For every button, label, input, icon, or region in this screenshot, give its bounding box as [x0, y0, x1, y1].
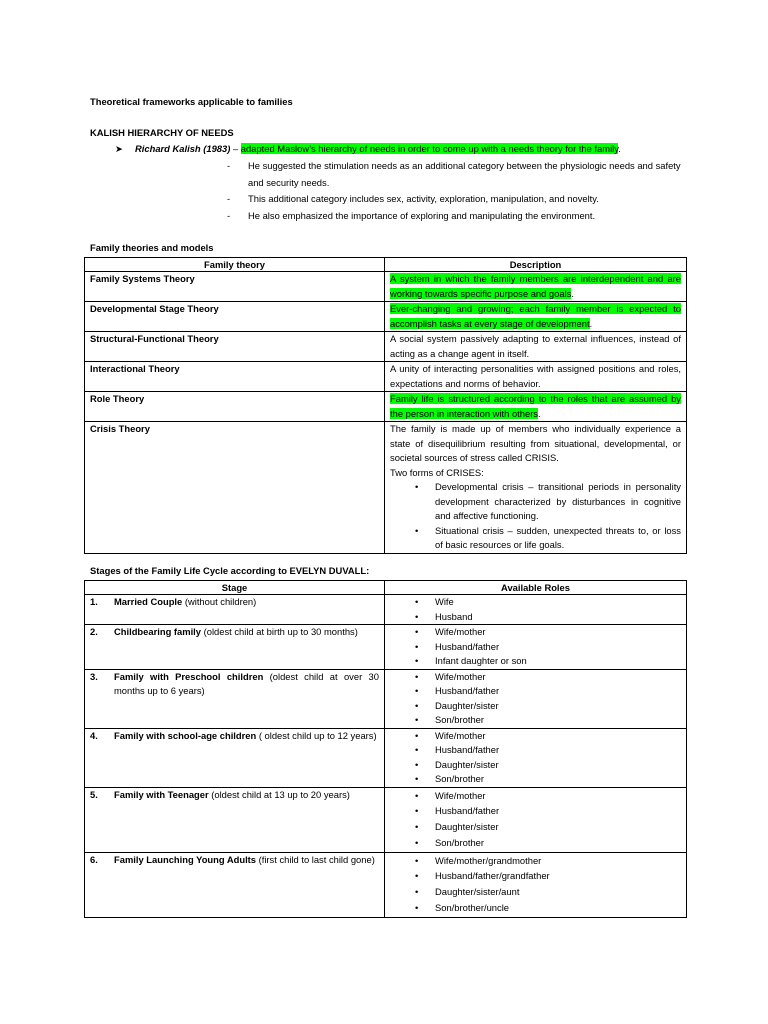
kalish-dash: – — [232, 143, 239, 154]
stage-detail: (first child to last child gone) — [256, 853, 375, 865]
bullet-icon: • — [415, 773, 419, 784]
list-item: • Husband — [435, 610, 681, 625]
stage-detail: (oldest child at 13 up to 20 years) — [208, 788, 350, 800]
list-item: • Daughter/sister — [435, 758, 681, 773]
theory-name: Family Systems Theory — [85, 272, 385, 302]
stage-number: 5. — [90, 788, 98, 800]
bullet-icon: • — [415, 610, 419, 622]
arrow-bullet-icon: ➤ — [115, 143, 123, 154]
list-item: • Husband/father — [435, 743, 681, 758]
stage-detail: (without children) — [182, 596, 257, 607]
bullet-icon: • — [415, 836, 419, 848]
list-item: • Daughter/sister — [435, 819, 681, 835]
table-row — [85, 272, 687, 302]
bullet-icon: • — [415, 758, 419, 770]
list-item: • Wife/mother — [435, 625, 681, 640]
table-row — [85, 302, 687, 332]
table-row — [85, 625, 687, 670]
stage-detail: ( oldest child up to 12 years) — [256, 729, 377, 741]
intro-title: Theoretical frameworks applicable to families — [90, 96, 293, 107]
table-row — [85, 669, 687, 728]
stage-cell — [85, 852, 385, 917]
stage-text — [90, 670, 379, 699]
crises-list — [390, 480, 681, 553]
theories-table-title: Family theories and models — [90, 242, 214, 253]
theories-table — [84, 257, 687, 554]
column-header: Description — [385, 258, 687, 272]
column-header: Stage — [85, 581, 385, 595]
table-row — [85, 362, 687, 392]
roles-cell — [385, 787, 687, 852]
stage-detail: (oldest child at birth up to 30 months) — [201, 626, 358, 637]
bullet-icon: • — [415, 729, 419, 741]
stage-text — [90, 625, 379, 640]
stage-text — [90, 788, 379, 803]
stage-number: 1. — [90, 596, 98, 607]
kalish-heading: KALISH HIERARCHY OF NEEDS — [90, 127, 234, 138]
stage-number: 4. — [90, 729, 98, 741]
table-row — [85, 422, 687, 554]
bullet-icon: • — [415, 789, 419, 801]
bullet-icon: • — [415, 821, 419, 832]
bullet-icon: • — [415, 805, 419, 817]
stage-cell — [85, 595, 385, 625]
theory-desc: A unity of interacting personalities with assigned positions and roles, expectations and norms of behavior. — [385, 362, 687, 392]
theory-name: Crisis Theory — [85, 422, 385, 554]
list-item: • Husband/father — [435, 640, 681, 655]
kalish-highlight: adapted Maslow’s hierarchy of needs in order to come up with a needs theory for the family — [240, 143, 619, 154]
bullet-icon: • — [415, 640, 419, 652]
stage-name: Family Launching Young Adults — [114, 853, 257, 865]
table-row — [85, 852, 687, 917]
theory-name: Interactional Theory — [85, 362, 385, 392]
list-item: • Husband/father/grandfather — [435, 868, 681, 884]
list-item: • Husband/father — [435, 803, 681, 819]
list-item: • Situational crisis – sudden, unexpected threats to, or loss of basic resources or life goals. — [415, 524, 681, 550]
theory-name: Role Theory — [85, 392, 385, 422]
roles-list — [390, 595, 681, 624]
list-item: • Wife/mother — [435, 670, 681, 685]
roles-list — [390, 729, 681, 787]
bullet-icon: • — [415, 854, 419, 866]
list-item: • Infant daughter or son — [435, 654, 681, 669]
bullet-icon: • — [415, 886, 419, 897]
table-row — [85, 595, 687, 625]
list-item: • Son/brother — [435, 772, 681, 787]
bullet-icon: • — [415, 655, 419, 666]
stage-number: 2. — [90, 626, 98, 637]
list-item: • Son/brother/uncle — [435, 900, 681, 916]
list-item: - He suggested the stimulation needs as an additional category between the physiologic needs and safety and security needs. — [227, 160, 681, 188]
roles-cell — [385, 625, 687, 670]
theory-desc: A system in which the family members are interdependent and are working towards specific purpose and goals. — [385, 272, 687, 302]
roles-list — [390, 625, 681, 669]
bullet-icon: • — [415, 870, 419, 882]
stage-number: 6. — [90, 853, 98, 865]
table-header-row — [85, 581, 687, 595]
kalish-author: Richard Kalish (1983) — [135, 143, 231, 154]
roles-cell — [385, 595, 687, 625]
table-row — [85, 332, 687, 362]
stage-cell — [85, 669, 385, 728]
list-item: • Daughter/sister — [435, 699, 681, 714]
roles-cell — [385, 852, 687, 917]
crises-subtitle: Two forms of CRISES: — [390, 466, 484, 478]
list-item: • Wife/mother — [435, 729, 681, 744]
table-row — [85, 728, 687, 787]
stages-table — [84, 580, 687, 918]
kalish-points — [227, 158, 690, 224]
theory-desc: The family is made up of members who individually experience a state of disequilibrium resulting from situational, developmental, or societal sources of stress called CRISIS. Two forms of CRISES: • Developmental crisis – transitional periods in personality development characterized by disturbances in cognitive and affective functioning. • Situational crisis – sudden, unexpected threats to, or loss of basic resources or life goals. — [385, 422, 687, 554]
roles-list — [390, 788, 681, 851]
stage-detail: (oldest child at over 30 months up to 6 years) — [114, 670, 379, 696]
list-item: • Wife/mother — [435, 788, 681, 804]
stage-name: Family with Preschool children — [114, 670, 264, 682]
stage-cell — [85, 787, 385, 852]
theory-name: Developmental Stage Theory — [85, 302, 385, 332]
bullet-icon: • — [415, 596, 419, 607]
stage-cell — [85, 728, 385, 787]
bullet-icon: • — [415, 714, 419, 725]
list-item: - He also emphasized the importance of exploring and manipulating the environment. — [227, 209, 596, 221]
list-item: • Husband/father — [435, 684, 681, 699]
bullet-icon: • — [415, 699, 419, 711]
list-item: • Developmental crisis – transitional periods in personality development characterized by disturbances in cognitive and affective functioning. — [415, 481, 681, 521]
stages-body — [85, 595, 687, 918]
theory-name: Structural-Functional Theory — [85, 332, 385, 362]
roles-list — [390, 853, 681, 916]
stage-name: Family with Teenager — [114, 788, 209, 800]
table-row — [85, 787, 687, 852]
stage-text — [90, 595, 379, 610]
stage-name: Childbearing family — [114, 626, 201, 637]
table-row — [85, 392, 687, 422]
column-header: Available Roles — [385, 581, 687, 595]
list-item: • Daughter/sister/aunt — [435, 884, 681, 900]
list-item: - This additional category includes sex, activity, exploration, manipulation, and novelty. — [227, 193, 599, 204]
theory-desc: Ever-changing and growing; each family member is expected to accomplish tasks at every stage of development. — [385, 302, 687, 332]
kalish-end: . — [618, 143, 621, 154]
theory-desc: A social system passively adapting to external influences, instead of acting as a change agent in itself. — [385, 332, 687, 362]
bullet-icon: • — [415, 524, 419, 536]
stage-text — [90, 853, 379, 868]
bullet-icon: • — [415, 481, 419, 492]
stage-cell — [85, 625, 385, 670]
list-item: • Wife — [435, 595, 681, 610]
bullet-icon: • — [415, 626, 419, 637]
stage-name: Married Couple — [114, 596, 183, 607]
list-item: • Son/brother — [435, 835, 681, 851]
table-header-row — [85, 258, 687, 272]
stage-number: 3. — [90, 670, 98, 682]
theory-desc: Family life is structured according to the roles that are assumed by the person in interaction with others. — [385, 392, 687, 422]
kalish-summary — [115, 142, 695, 156]
stage-name: Family with school-age children — [114, 729, 257, 741]
bullet-icon: • — [415, 670, 419, 682]
stages-table-title: Stages of the Family Life Cycle according to EVELYN DUVALL: — [90, 565, 370, 576]
roles-cell — [385, 728, 687, 787]
list-item: • Wife/mother/grandmother — [435, 853, 681, 869]
bullet-icon: • — [415, 685, 419, 696]
column-header: Family theory — [85, 258, 385, 272]
roles-list — [390, 670, 681, 728]
stage-text — [90, 729, 379, 744]
roles-cell — [385, 669, 687, 728]
bullet-icon: • — [415, 744, 419, 755]
list-item: • Son/brother — [435, 713, 681, 728]
bullet-icon: • — [415, 901, 419, 913]
